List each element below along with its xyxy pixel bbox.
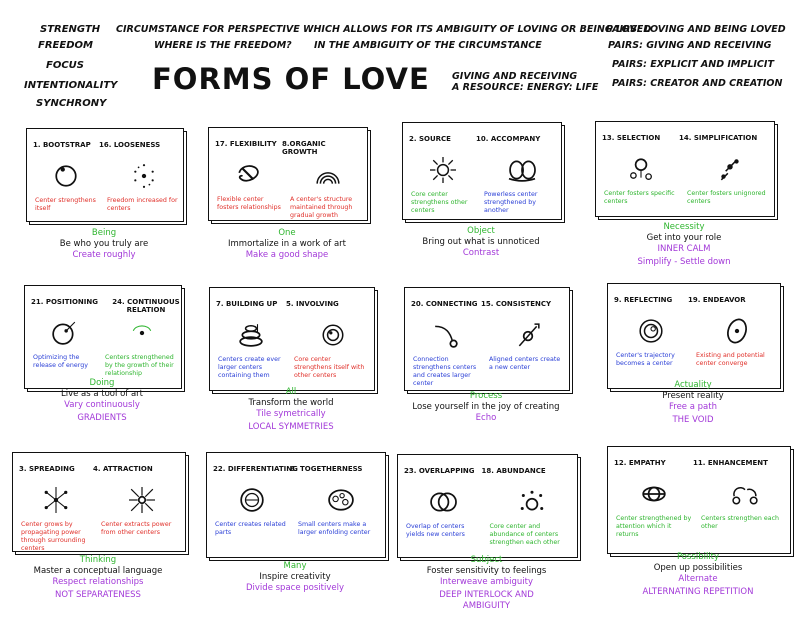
pattern-description-1: Center creates related parts (215, 521, 286, 536)
pattern-footer (595, 222, 773, 268)
pattern-card (24, 285, 180, 433)
pattern-footer (607, 380, 779, 426)
pattern-caption-2: 4. ATTRACTION (93, 465, 153, 473)
footer-practice: Contrast (462, 248, 500, 258)
pattern-sketch-icon (641, 481, 667, 507)
footer-property: THE VOID (672, 415, 714, 425)
pattern-caption-2: 5. INVOLVING (286, 300, 339, 308)
quality-freedom: FREEDOM (38, 40, 93, 51)
footer-principle: Inspire creativity (259, 572, 331, 582)
pattern-description-2: Freedom increased for centers (107, 197, 178, 212)
footer-principle: Bring out what is unnoticed (422, 237, 540, 247)
footer-practice: Tile symetrically (256, 409, 326, 419)
pattern-sketch-icon (43, 487, 69, 513)
pattern-sketch-icon (515, 322, 541, 348)
pattern-caption-2: 6. TOGETHERNESS (290, 465, 363, 473)
footer-practice: Create roughly (72, 250, 136, 260)
pattern-caption-2: 15. CONSISTENCY (481, 300, 552, 308)
footer-property: LOCAL SYMMETRIES (248, 422, 334, 432)
pattern-description-2: Aligned centers create a new center (489, 356, 561, 371)
footer-practice: Alternate (678, 574, 718, 584)
pattern-description-1: Center strengthens itself (35, 197, 96, 212)
footer-category: Possibility (676, 552, 720, 562)
pattern-footer (404, 391, 568, 424)
pattern-sketch-icon (724, 318, 750, 344)
footer-category: Necessity (663, 222, 705, 232)
pattern-sketch-icon (320, 322, 346, 348)
pattern-sketch-icon (236, 162, 262, 188)
footer-category: All (285, 387, 297, 397)
pattern-description-1: Centers create ever larger centers containing them (218, 356, 281, 379)
footer-practice: Echo (475, 413, 497, 423)
pattern-footer (206, 561, 384, 594)
footer-category: Process (469, 391, 503, 401)
pattern-sketch-icon (239, 487, 265, 513)
pattern-description-2: Centers strengthen each other (701, 515, 780, 530)
pattern-card (404, 287, 568, 439)
pattern-caption-2: 11. ENHANCEMENT (693, 459, 768, 467)
freedom-question: WHERE IS THE FREEDOM? (154, 40, 292, 51)
pattern-description-1: Optimizing the release of energy (33, 354, 88, 369)
footer-category: Actuality (674, 380, 712, 390)
pattern-sketch-icon (732, 481, 758, 507)
pattern-caption-1: 23. OVERLAPPING (404, 467, 475, 475)
pattern-caption-1: 12. EMPATHY (614, 459, 666, 467)
footer-category: One (278, 228, 296, 238)
pattern-sketch-icon (51, 320, 77, 346)
pattern-card (402, 122, 560, 271)
footer-category: Subject (470, 555, 503, 565)
footer-principle: Be who you truly are (59, 239, 149, 249)
pattern-description-2: Center extracts power from other centers (101, 521, 172, 536)
footer-property: ALTERNATING REPETITION (642, 587, 754, 597)
pattern-caption-1: 7. BUILDING UP (216, 300, 278, 308)
pattern-caption-1: 2. SOURCE (409, 135, 451, 143)
pattern-sketch-icon (519, 489, 545, 515)
pattern-card (12, 452, 184, 610)
quality-synchrony: SYNCHRONY (36, 98, 107, 109)
pattern-description-2: Existing and potential center converge (696, 352, 765, 367)
pattern-sketch-icon (638, 318, 664, 344)
footer-principle: Present reality (662, 391, 724, 401)
pattern-sketch-icon (53, 163, 79, 189)
footer-principle: Immortalize in a work of art (228, 239, 346, 249)
footer-principle: Lose yourself in the joy of creating (412, 402, 560, 412)
pattern-sketch-icon (129, 320, 155, 346)
footer-principle: Transform the world (248, 398, 334, 408)
footer-principle: Live as a tool of art (60, 389, 144, 399)
footer-property: NOT SEPARATENESS (55, 590, 141, 600)
pattern-sketch-icon (129, 487, 155, 513)
pattern-card (26, 128, 182, 276)
pattern-description-2: Center fosters unignored centers (687, 190, 766, 205)
pattern-caption-1: 17. FLEXIBILITY (215, 140, 277, 148)
pattern-sketch-icon (628, 156, 654, 182)
pattern-description-2: Core center strengthens itself with other centers (294, 356, 365, 379)
pattern-card (607, 283, 779, 432)
quality-focus: FOCUS (46, 60, 84, 71)
pattern-footer (607, 552, 789, 598)
pattern-description-2: Centers strengthened by the growth of their relationship (105, 354, 174, 377)
quality-strength: STRENGTH (40, 24, 101, 35)
page-title: FORMS OF LOVE (152, 62, 430, 96)
pattern-card (206, 452, 384, 609)
pattern-box (595, 121, 775, 217)
pattern-box (607, 283, 781, 389)
resource-energy-life: A RESOURCE: ENERGY: LIFE (452, 82, 599, 93)
pattern-caption-1: 9. REFLECTING (614, 296, 673, 304)
giving-receiving: GIVING AND RECEIVING (452, 71, 578, 82)
pattern-box (24, 285, 182, 389)
pattern-footer (26, 228, 182, 261)
footer-practice: Respect relationships (52, 577, 144, 587)
footer-practice: Free a path (669, 402, 717, 412)
pair-explicit: PAIRS: EXPLICIT AND IMPLICIT (612, 59, 774, 70)
pair-giving: PAIRS: GIVING AND RECEIVING (608, 40, 772, 51)
pattern-box (402, 122, 562, 220)
pattern-caption-2: 10. ACCOMPANY (476, 135, 541, 143)
footer-property: GRADIENTS (77, 413, 127, 423)
footer-practice: Vary continuously (64, 400, 140, 410)
pattern-sketch-icon (315, 162, 341, 188)
pattern-box (209, 287, 375, 391)
pattern-footer (12, 555, 184, 601)
pattern-description-1: Center's trajectory becomes a center (616, 352, 675, 367)
footer-property: Simplify - Settle down (637, 257, 731, 267)
pattern-box (208, 127, 368, 221)
pattern-caption-2: 19. ENDEAVOR (688, 296, 746, 304)
pattern-card (595, 121, 773, 272)
pattern-card (397, 454, 576, 610)
quality-intentionality: INTENTIONALITY (24, 80, 118, 91)
pattern-card (607, 446, 789, 612)
footer-practice: Divide space positively (246, 583, 344, 593)
pattern-description-2: Core center and abundance of centers strengthen each other (489, 523, 560, 546)
pattern-description-1: Overlap of centers yields new centers (406, 523, 465, 538)
pattern-description-1: Connection strengthens centers and creates larger center (413, 356, 477, 387)
footer-practice: Make a good shape (245, 250, 329, 260)
pattern-description-2: Powerless center strengthened by another (484, 191, 538, 214)
footer-principle: Get into your role (646, 233, 722, 243)
footer-property: DEEP INTERLOCK AND AMBIGUITY (439, 590, 534, 611)
pattern-sketch-icon (717, 156, 743, 182)
pattern-sketch-icon (430, 157, 456, 183)
pattern-caption-2: 18. ABUNDANCE (481, 467, 546, 475)
pattern-description-2: A center's structure maintained through gradual growth (290, 196, 353, 219)
pattern-box (206, 452, 386, 558)
footer-category: Being (91, 228, 117, 238)
pattern-box (12, 452, 186, 552)
pattern-caption-2: 14. SIMPLIFICATION (679, 134, 758, 142)
pattern-caption-2: 24. CONTINUOUS RELATION (112, 298, 180, 314)
pattern-caption-2: 16. LOOSENESS (99, 141, 161, 149)
pattern-box (607, 446, 791, 554)
pattern-caption-1: 20. CONNECTING (411, 300, 478, 308)
pattern-sketch-icon (238, 322, 264, 348)
pattern-sketch-icon (433, 322, 459, 348)
footer-category: Object (467, 226, 495, 236)
pattern-caption-1: 13. SELECTION (602, 134, 661, 142)
pattern-caption-1: 1. BOOTSTRAP (33, 141, 91, 149)
pattern-caption-2: 8.ORGANIC GROWTH (282, 140, 326, 156)
pair-creator: PAIRS: CREATOR AND CREATION (612, 78, 783, 89)
pattern-description-2: Small centers make a larger enfolding center (298, 521, 371, 536)
footer-category: Doing (89, 378, 115, 388)
pattern-footer (24, 378, 180, 424)
footer-principle: Open up possibilities (653, 563, 743, 573)
pattern-description-1: Center fosters specific centers (604, 190, 675, 205)
pattern-footer (209, 387, 373, 433)
pattern-description-1: Center grows by propagating power through surrounding centers (21, 521, 86, 552)
pattern-caption-1: 22. DIFFERENTIATING (213, 465, 298, 473)
footer-category: Thinking (79, 555, 117, 565)
pattern-description-1: Center strengthened by attention which it returns (616, 515, 692, 538)
pattern-card (209, 287, 373, 435)
pair-loving: PAIRS: LOVING AND BEING LOVED (606, 24, 786, 35)
pattern-footer (397, 555, 576, 612)
footer-principle: Master a conceptual language (33, 566, 163, 576)
pattern-box (397, 454, 578, 558)
pattern-description-1: Flexible center fosters relationships (217, 196, 281, 211)
footer-principle: Foster sensitivity to feelings (426, 566, 547, 576)
pattern-sketch-icon (430, 489, 456, 515)
pattern-caption-1: 3. SPREADING (19, 465, 75, 473)
pattern-footer (402, 226, 560, 259)
pattern-box (26, 128, 184, 222)
pattern-caption-1: 21. POSITIONING (31, 298, 98, 306)
freedom-answer: IN THE AMBIGUITY OF THE CIRCUMSTANCE (314, 40, 542, 51)
pattern-footer (208, 228, 366, 261)
pattern-sketch-icon (509, 157, 535, 183)
footer-practice: INNER CALM (657, 244, 711, 254)
pattern-card (208, 127, 366, 280)
pattern-sketch-icon (328, 487, 354, 513)
footer-practice: Interweave ambiguity (439, 577, 534, 587)
pattern-box (404, 287, 570, 391)
pattern-description-1: Core center strengthens other centers (411, 191, 468, 214)
pattern-sketch-icon (131, 163, 157, 189)
circumstance-line: CIRCUMSTANCE FOR PERSPECTIVE WHICH ALLOWS FOR ITS AMBIGUITY OF LOVING OR BEING LOVED (116, 24, 652, 35)
footer-category: Many (283, 561, 307, 571)
